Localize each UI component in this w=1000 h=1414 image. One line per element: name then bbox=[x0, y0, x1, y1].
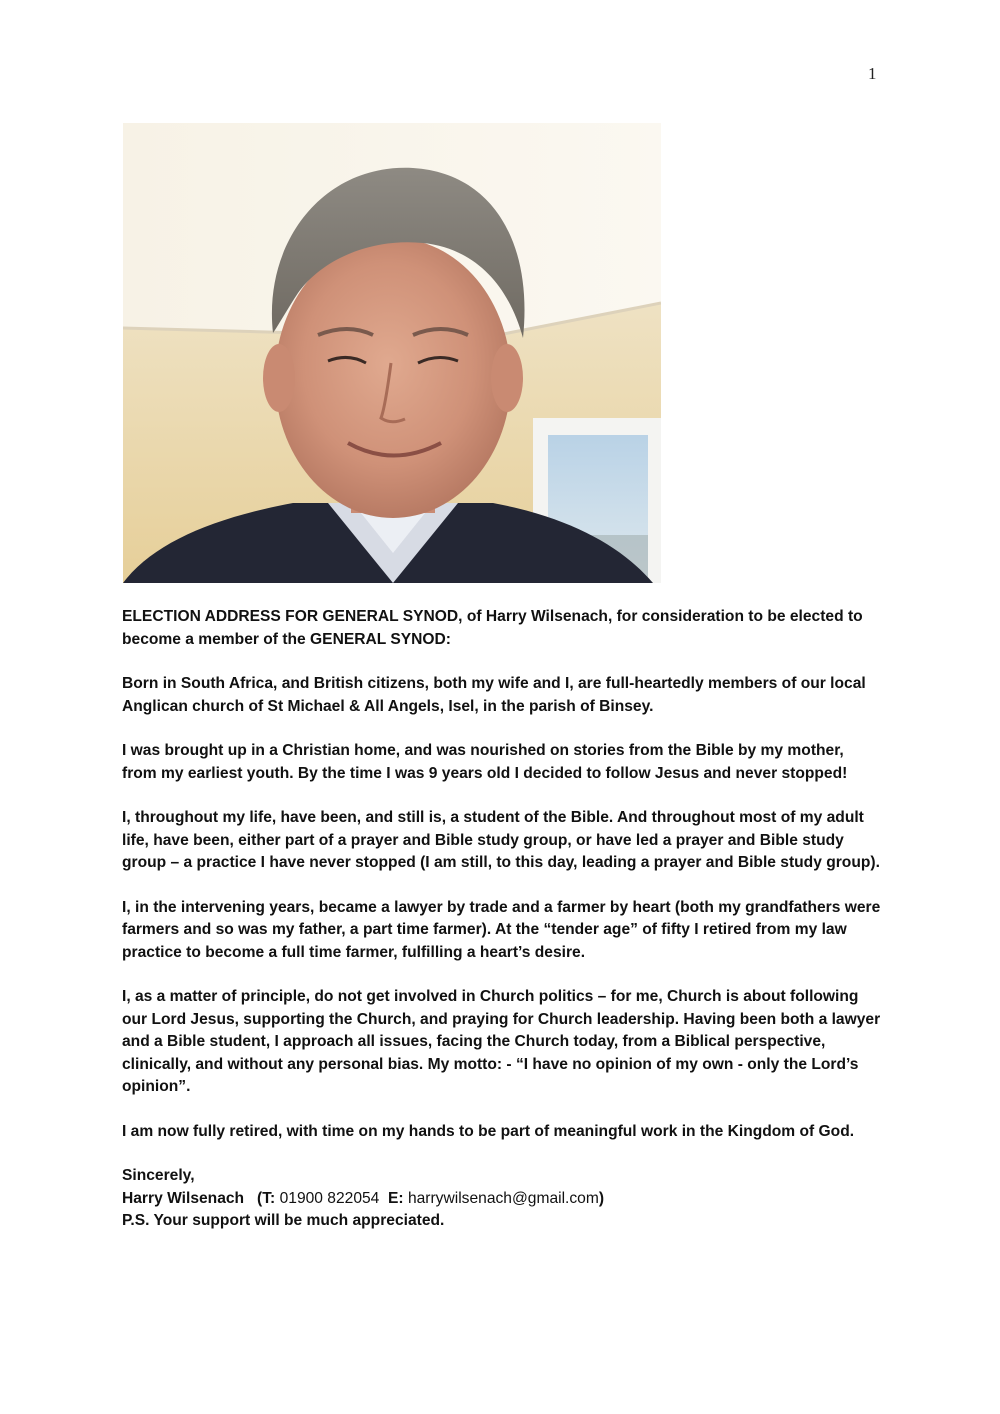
page-number: 1 bbox=[868, 64, 877, 83]
paragraph-career: I, in the intervening years, became a lawyer by trade and a farmer by heart (both my grandfathers were farmers and so was my father, a part time farmer). At the “tender age” of fifty I retired from my law practice to become a full time farmer, fulfilling a heart’s desire. bbox=[122, 898, 881, 961]
portrait-photo-icon bbox=[123, 123, 661, 583]
contact-line: Harry Wilsenach (T: 01900 822054 E: harrywilsenach@gmail.com) bbox=[122, 1189, 605, 1207]
email-address[interactable]: harrywilsenach@gmail.com bbox=[407, 1189, 599, 1207]
paragraph-retirement: I am now fully retired, with time on my hands to be part of meaningful work in the Kingdom of God. bbox=[122, 1122, 855, 1140]
email-label: E: bbox=[388, 1189, 404, 1207]
salutation: Sincerely, bbox=[122, 1167, 195, 1184]
phone-number: 01900 822054 bbox=[279, 1189, 380, 1207]
paragraph-principles: I, as a matter of principle, do not get involved in Church politics – for me, Church is about following our Lord Jesus, supporting the Church, and praying for Church leadership. Having been both a lawyer and a Bible student, I approach all issues, facing the Church today, from a Biblical perspective, clinically, and without any personal bias. My motto: - “I have no opinion of my own - only the Lord’s opinion”. bbox=[122, 988, 881, 1095]
election-address bbox=[122, 606, 882, 1233]
paragraph-upbringing: I was brought up in a Christian home, and was nourished on stories from the Bible by my mother, from my earliest youth. By the time I was 9 years old I decided to follow Jesus and never stopped! bbox=[122, 742, 848, 782]
paragraph-bible-study: I, throughout my life, have been, and still is, a student of the Bible. And throughout most of my adult life, have been, either part of a prayer and Bible study group, or have led a prayer and Bible study group – a practice I have never stopped (I am still, to this day, leading a prayer and Bible study group). bbox=[122, 809, 880, 871]
signature-block bbox=[122, 1165, 882, 1233]
candidate-photo bbox=[123, 123, 661, 583]
postscript: P.S. Your support will be much appreciated. bbox=[122, 1212, 445, 1229]
address-heading: ELECTION ADDRESS FOR GENERAL SYNOD, of Harry Wilsenach, for consideration to be elected to become a member of the GENERAL SYNOD: bbox=[122, 608, 863, 648]
paragraph-background: Born in South Africa, and British citizens, both my wife and I, are full-heartedly members of our local Anglican church of St Michael & All Angels, Isel, in the parish of Binsey. bbox=[122, 675, 866, 715]
signatory-name: Harry Wilsenach bbox=[122, 1189, 245, 1207]
phone-label: T: bbox=[262, 1189, 276, 1207]
